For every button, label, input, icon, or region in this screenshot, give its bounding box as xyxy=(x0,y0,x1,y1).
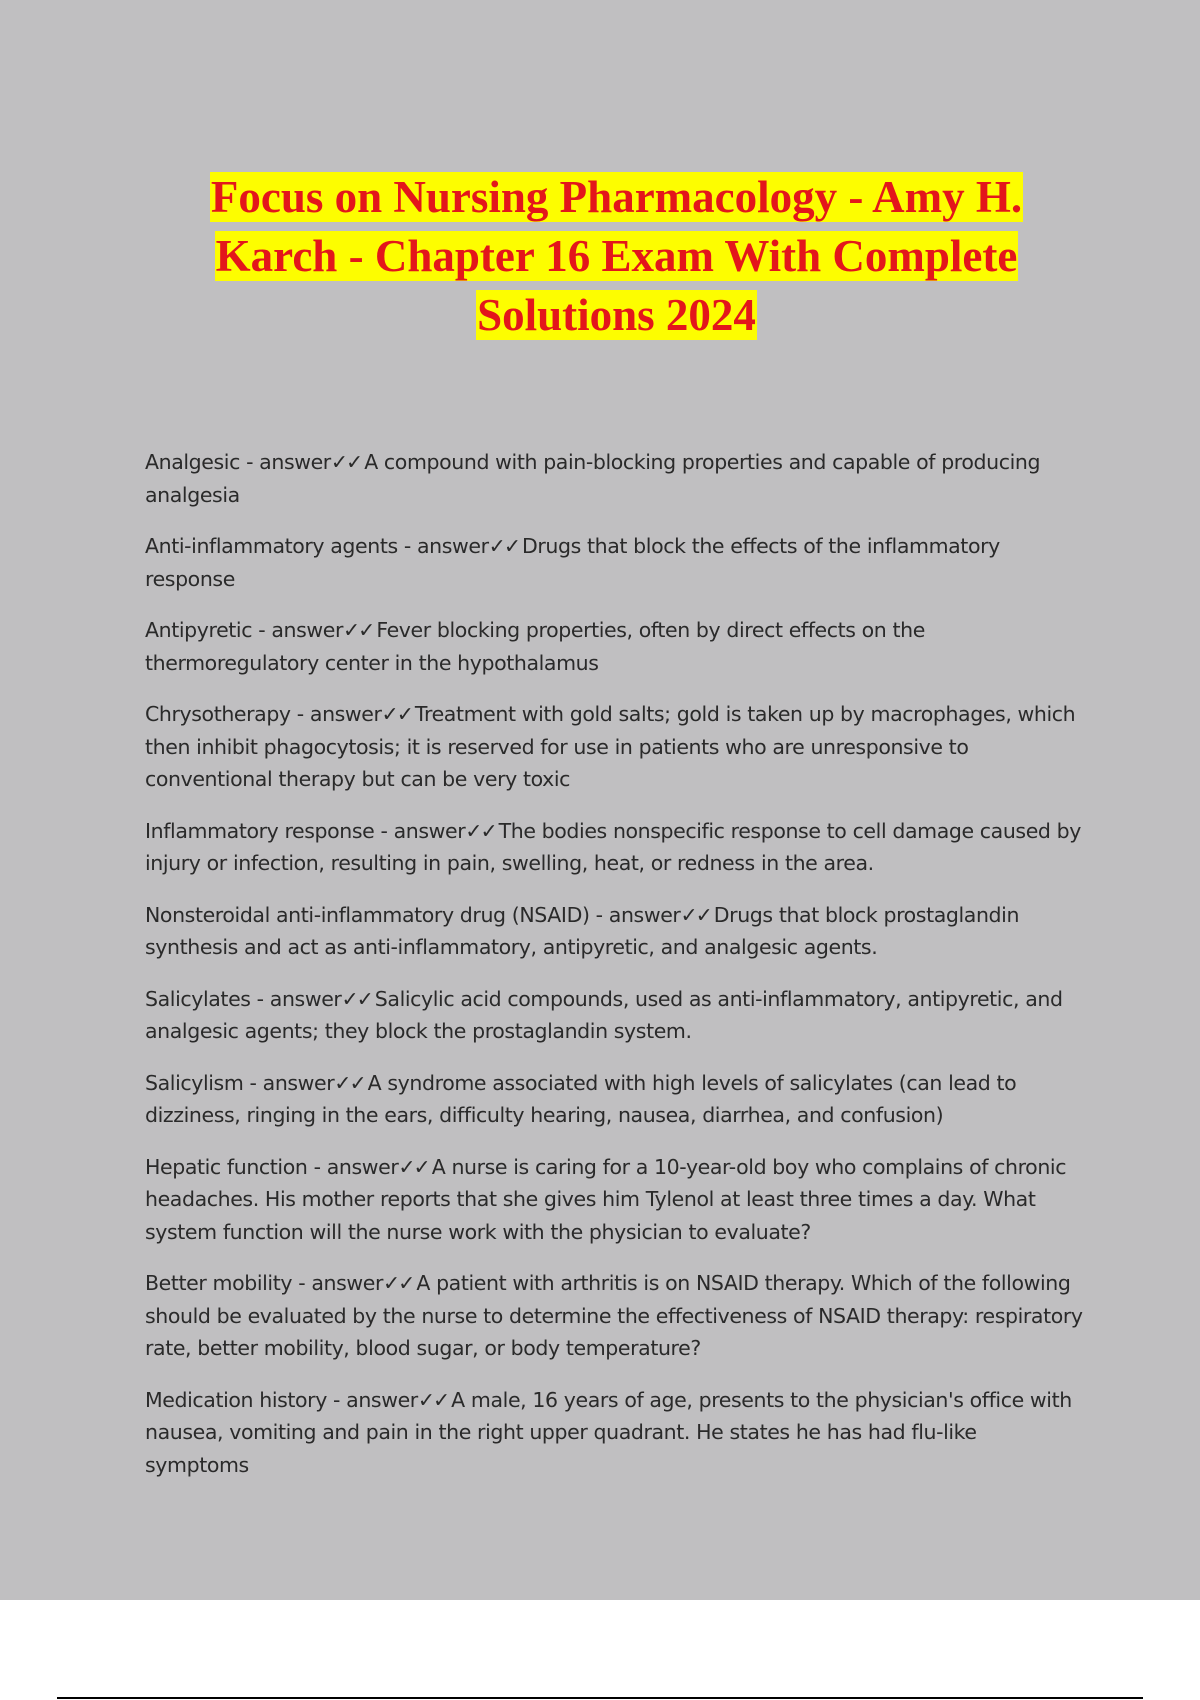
answer-separator: - answer xyxy=(290,702,382,726)
double-check-icon: ✓✓ xyxy=(465,818,496,843)
list-item xyxy=(145,1067,1085,1132)
list-item xyxy=(145,1267,1085,1365)
item-answer: Salicylic acid compounds, used as anti-inflammatory, antipyretic, and analgesic agents; they block the prostaglandin system. xyxy=(145,986,1063,1043)
double-check-icon: ✓✓ xyxy=(381,702,412,726)
answer-separator: - answer xyxy=(307,1154,399,1179)
item-term: Analgesic xyxy=(145,450,240,474)
list-item xyxy=(145,446,1085,511)
answer-separator: - answer xyxy=(374,818,466,843)
item-answer: A compound with pain-blocking properties and capable of producing analgesia xyxy=(145,450,1041,507)
footer-divider xyxy=(57,1697,1143,1699)
item-answer: A patient with arthritis is on NSAID therapy. Which of the following should be evaluated by the nurse to determine the effectiveness of NSAID therapy: respiratory rate, better mobility, blood sugar, or body temperature? xyxy=(145,1271,1083,1360)
list-item xyxy=(145,1384,1085,1482)
double-check-icon: ✓✓ xyxy=(342,618,374,642)
item-term: Chrysotherapy xyxy=(145,702,291,726)
item-answer: A nurse is caring for a 10-year-old boy who complains of chronic headaches. His mother reports that she gives him Tylenol at least three times a day. What system function will the nurse work with the physician to evaluate? xyxy=(145,1154,1067,1244)
answer-separator: - answer xyxy=(239,450,331,474)
answer-separator: - answer xyxy=(252,618,343,642)
list-item xyxy=(145,1151,1085,1249)
item-term: Hepatic function xyxy=(145,1154,308,1179)
qa-list xyxy=(145,446,1085,1500)
double-check-icon: ✓✓ xyxy=(398,1154,429,1179)
list-item xyxy=(145,815,1085,880)
answer-separator: - answer xyxy=(397,534,489,558)
item-term: Salicylism xyxy=(145,1070,244,1095)
item-term: Anti-inflammatory agents xyxy=(145,534,398,558)
list-item xyxy=(145,614,1085,679)
double-check-icon: ✓✓ xyxy=(334,1070,365,1095)
item-term: Salicylates xyxy=(145,986,251,1011)
item-answer: A male, 16 years of age, presents to the physician's office with nausea, vomiting and pain in the right upper quadrant. He states he has had flu-like symptoms xyxy=(145,1387,1072,1477)
answer-separator: - answer xyxy=(326,1387,418,1412)
double-check-icon: ✓✓ xyxy=(680,902,711,927)
item-term: Medication history xyxy=(145,1387,327,1412)
item-answer: Treatment with gold salts; gold is taken up by macrophages, which then inhibit phagocytosis; it is reserved for use in patients who are unresponsive to conventional therapy but can be very toxic xyxy=(145,702,1076,791)
double-check-icon: ✓✓ xyxy=(330,450,362,474)
page-title xyxy=(120,168,1113,345)
title-line: Solutions 2024 xyxy=(477,290,756,340)
list-item xyxy=(145,530,1085,595)
item-term: Inflammatory response xyxy=(145,818,375,843)
answer-separator: - answer xyxy=(243,1070,335,1095)
double-check-icon: ✓✓ xyxy=(417,1387,449,1412)
answer-separator: - answer xyxy=(589,902,681,927)
item-term: Nonsteroidal anti-inflammatory drug (NSAID) xyxy=(145,902,590,927)
item-answer: The bodies nonspecific response to cell damage caused by injury or infection, resulting in pain, swelling, heat, or redness in the area. xyxy=(145,818,1081,875)
list-item xyxy=(145,698,1085,796)
list-item xyxy=(145,899,1085,964)
item-answer: A syndrome associated with high levels of salicylates (can lead to dizziness, ringing in the ears, difficulty hearing, nausea, diarrhea, and confusion) xyxy=(145,1070,1017,1127)
item-term: Better mobility xyxy=(145,1271,293,1295)
item-answer: Fever blocking properties, often by direct effects on the thermoregulatory center in the hypothalamus xyxy=(145,618,925,675)
answer-separator: - answer xyxy=(292,1271,383,1295)
answer-separator: - answer xyxy=(250,986,342,1011)
item-answer: Drugs that block prostaglandin synthesis and act as anti-inflammatory, antipyretic, and analgesic agents. xyxy=(145,902,1020,959)
title-line: Focus on Nursing Pharmacology - Amy H. xyxy=(210,172,1023,222)
item-term: Antipyretic xyxy=(145,618,253,642)
item-answer: Drugs that block the effects of the inflammatory response xyxy=(145,534,1000,591)
double-check-icon: ✓✓ xyxy=(382,1271,414,1295)
title-line: Karch - Chapter 16 Exam With Complete xyxy=(215,231,1018,281)
double-check-icon: ✓✓ xyxy=(488,534,520,558)
double-check-icon: ✓✓ xyxy=(341,986,372,1011)
list-item xyxy=(145,983,1085,1048)
